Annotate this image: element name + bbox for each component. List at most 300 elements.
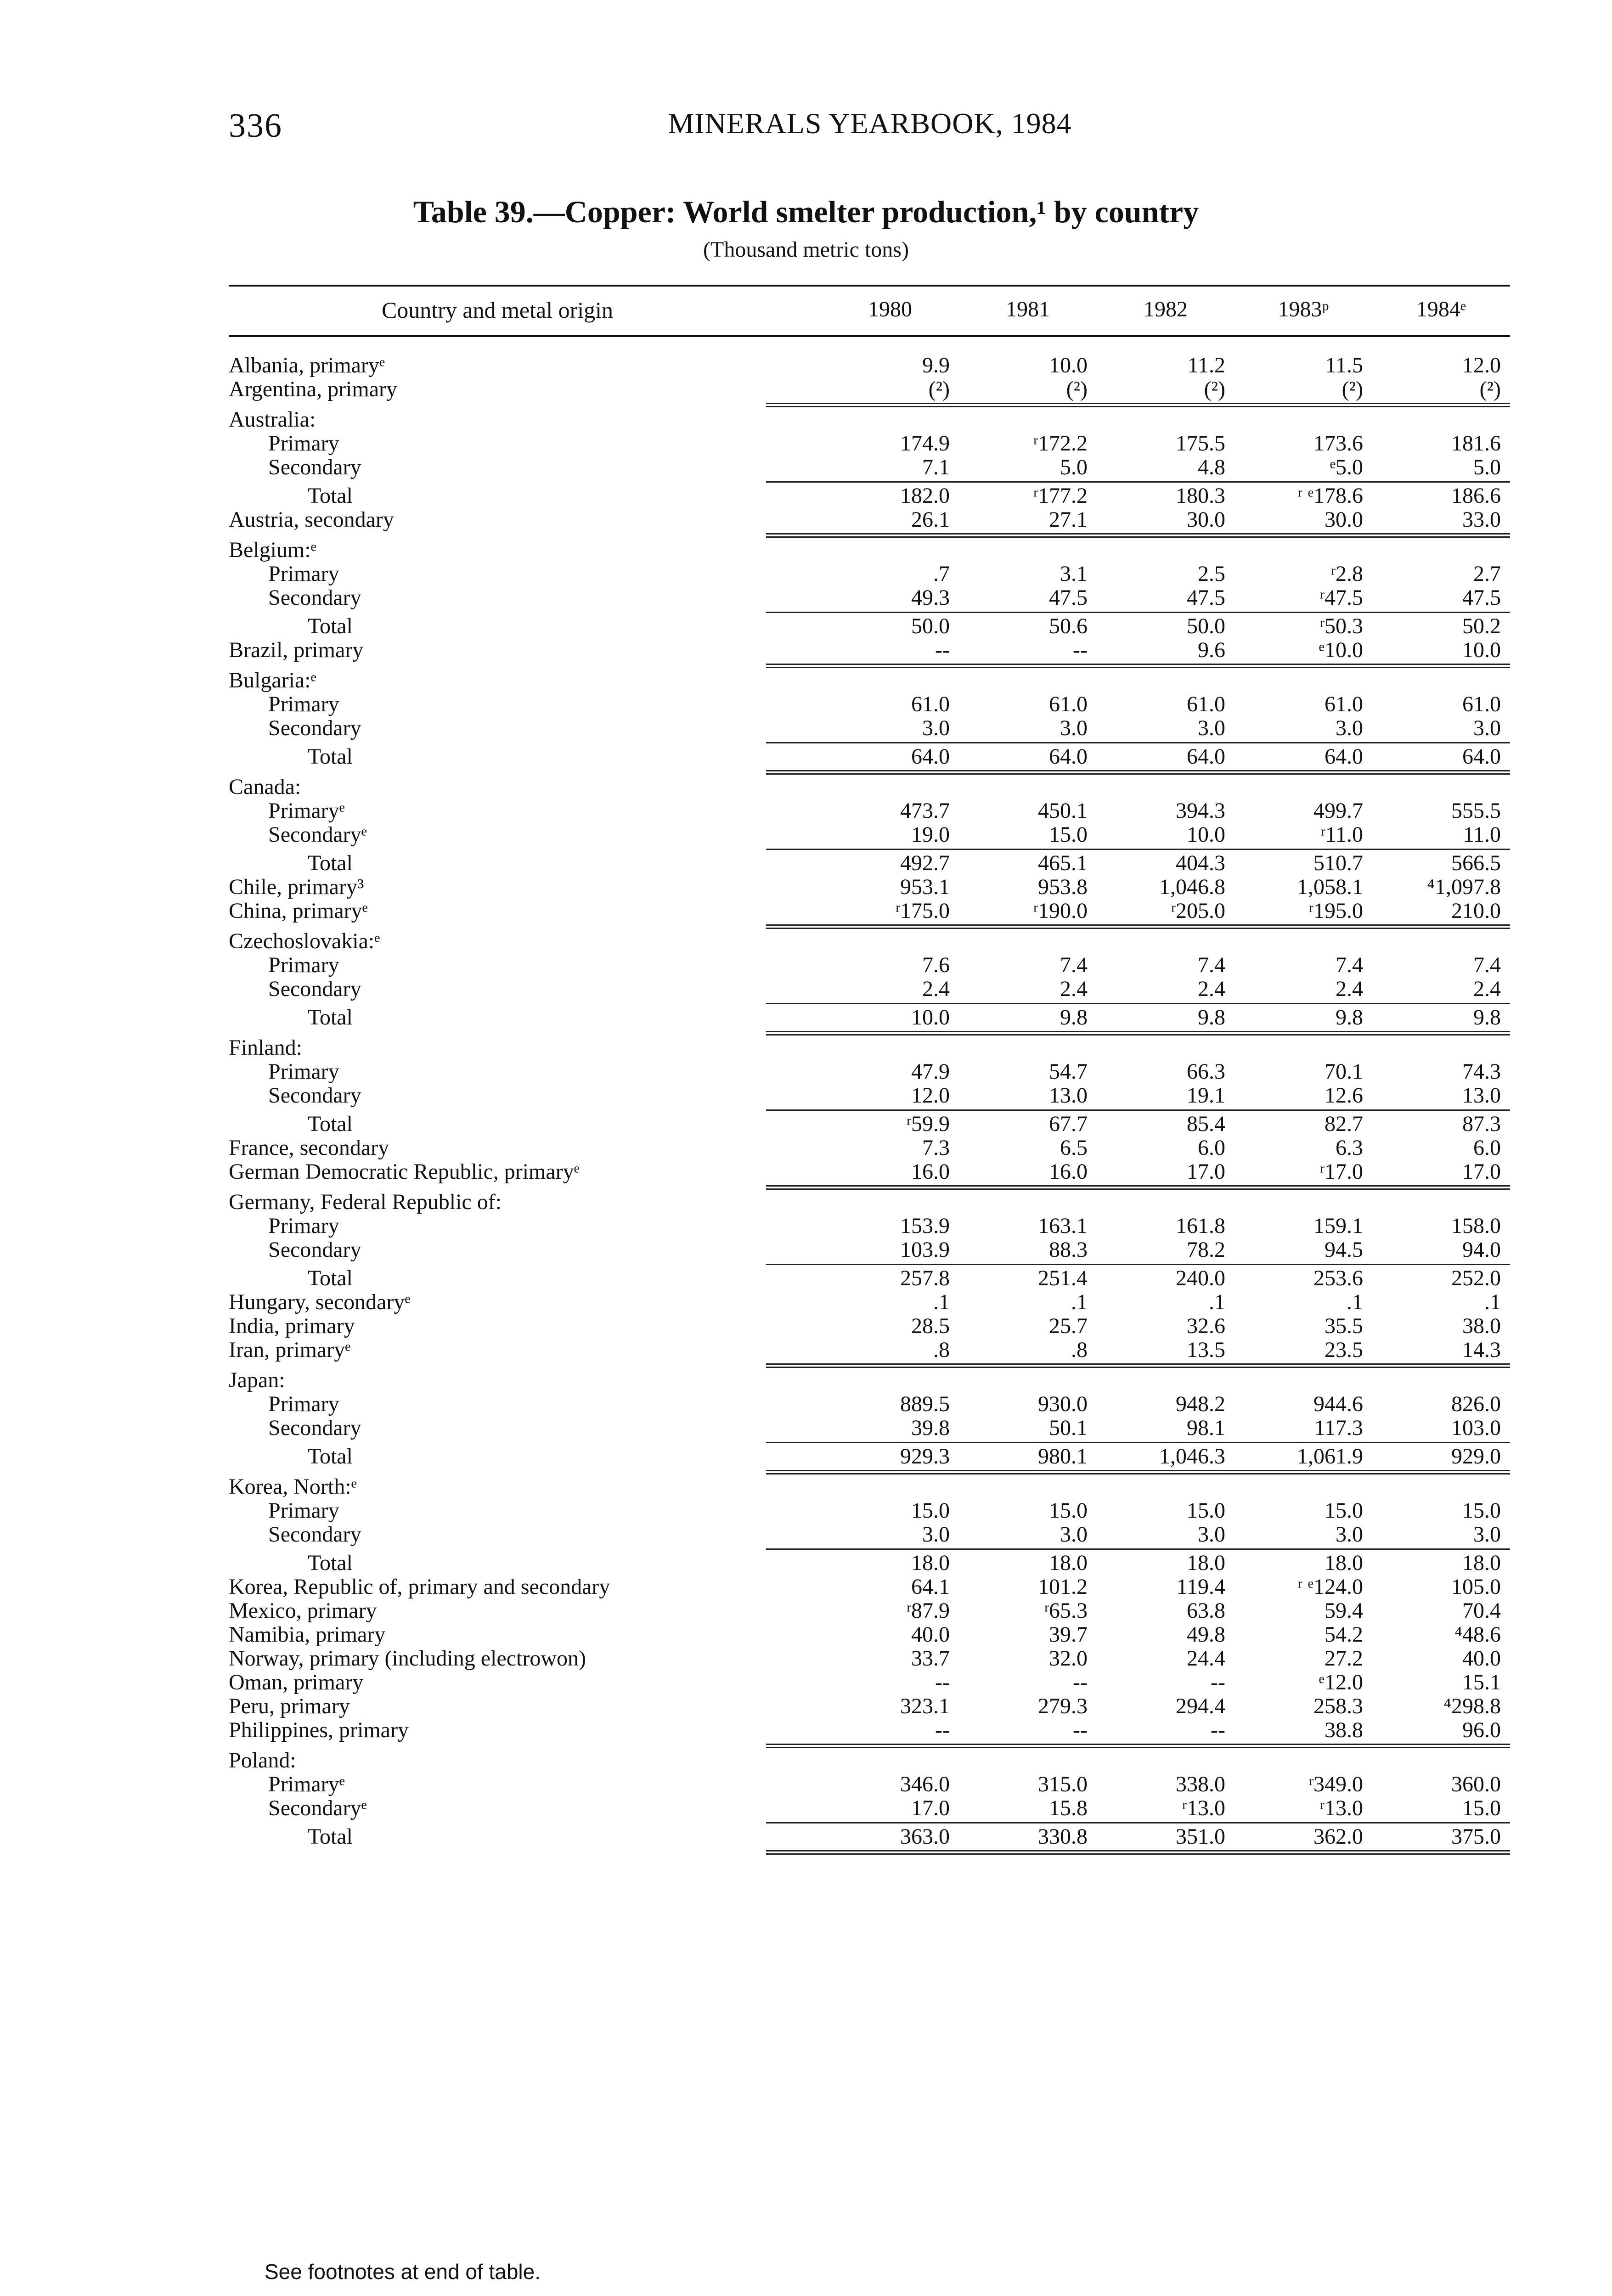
value-cell: 17.0 — [911, 1796, 950, 1820]
value-cell: 63.8 — [1187, 1598, 1225, 1623]
table-row — [229, 1647, 1510, 1671]
value-cell: 9.8 — [1060, 1005, 1088, 1030]
value-cell: 159.1 — [1313, 1214, 1363, 1238]
row-label: Secondary — [268, 1238, 361, 1262]
country-heading — [229, 1749, 1510, 1773]
row-label: Argentina, primary — [229, 377, 398, 401]
value-cell: 18.0 — [911, 1551, 950, 1575]
total-rule — [229, 610, 1510, 614]
running-head — [229, 107, 1511, 143]
value-cell: 18.0 — [1462, 1551, 1501, 1575]
value-cell: .1 — [1209, 1290, 1225, 1314]
row-label: Total — [308, 1824, 353, 1849]
table-row — [229, 1623, 1510, 1647]
value-cell: 101.2 — [1038, 1575, 1088, 1599]
row-label: Primary — [268, 953, 339, 977]
value-cell: 39.7 — [1049, 1622, 1088, 1647]
row-label: Oman, primary — [229, 1670, 364, 1694]
value-cell: 54.7 — [1049, 1059, 1088, 1084]
value-cell: 78.2 — [1187, 1238, 1225, 1262]
value-cell: 362.0 — [1313, 1824, 1363, 1849]
table-row — [229, 1445, 1510, 1469]
value-cell: 25.7 — [1049, 1314, 1088, 1338]
value-cell: 15.0 — [1187, 1498, 1225, 1523]
value-cell: 15.0 — [1325, 1498, 1363, 1523]
value-cell: 566.5 — [1451, 851, 1501, 875]
value-cell: 59.4 — [1325, 1598, 1363, 1623]
value-cell: 953.8 — [1038, 875, 1088, 899]
value-cell: 6.0 — [1473, 1136, 1501, 1160]
value-cell: 17.0 — [1462, 1159, 1501, 1184]
value-cell: 18.0 — [1325, 1551, 1363, 1575]
value-cell: 252.0 — [1451, 1266, 1501, 1290]
value-cell: 30.0 — [1325, 507, 1363, 532]
value-cell: 98.1 — [1187, 1416, 1225, 1440]
table-row — [229, 823, 1510, 847]
value-cell: 186.6 — [1451, 484, 1501, 508]
table-row — [229, 1112, 1510, 1136]
section-divider — [229, 401, 1510, 408]
value-cell: ⁴298.8 — [1443, 1694, 1501, 1718]
row-label: Iran, primaryᵉ — [229, 1338, 351, 1362]
value-cell: 103.0 — [1451, 1416, 1501, 1440]
table-row — [229, 1575, 1510, 1599]
value-cell: 10.0 — [1049, 353, 1088, 377]
value-cell: 50.1 — [1049, 1416, 1088, 1440]
row-label: China, primaryᵉ — [229, 899, 368, 923]
table-row — [229, 1214, 1510, 1238]
value-cell: 944.6 — [1313, 1392, 1363, 1416]
value-cell: ʳ65.3 — [1044, 1598, 1088, 1623]
value-cell: .1 — [1484, 1290, 1501, 1314]
value-cell: 5.0 — [1060, 455, 1088, 479]
table-row — [229, 1338, 1510, 1362]
country-heading — [229, 775, 1510, 799]
value-cell: 67.7 — [1049, 1112, 1088, 1136]
table-row — [229, 745, 1510, 769]
value-cell: 74.3 — [1462, 1059, 1501, 1084]
value-cell: 64.0 — [911, 744, 950, 769]
value-cell: 5.0 — [1473, 455, 1501, 479]
value-cell: 2.7 — [1473, 562, 1501, 586]
value-cell: 2.4 — [1198, 977, 1225, 1001]
value-cell: 9.8 — [1336, 1005, 1363, 1030]
value-cell: 16.0 — [1049, 1159, 1088, 1184]
value-cell: 18.0 — [1187, 1551, 1225, 1575]
value-cell: 7.3 — [922, 1136, 950, 1160]
row-label: Austria, secondary — [229, 507, 394, 532]
row-label: Australia: — [229, 407, 316, 432]
value-cell: 30.0 — [1187, 507, 1225, 532]
value-cell: 18.0 — [1049, 1551, 1088, 1575]
value-cell: ʳ ᵉ124.0 — [1297, 1575, 1363, 1599]
value-cell: 103.9 — [900, 1238, 950, 1262]
value-cell: 9.6 — [1198, 638, 1225, 662]
value-cell: 9.9 — [922, 353, 950, 377]
value-cell: (²) — [1066, 377, 1088, 401]
value-cell: 450.1 — [1038, 799, 1088, 823]
value-cell: 375.0 — [1451, 1824, 1501, 1849]
value-cell: 13.5 — [1187, 1338, 1225, 1362]
value-cell: 61.0 — [1049, 692, 1088, 716]
value-cell: (²) — [1341, 377, 1363, 401]
value-cell: ʳ349.0 — [1308, 1772, 1363, 1796]
value-cell: ᵉ5.0 — [1330, 455, 1363, 479]
value-cell: 404.3 — [1176, 851, 1225, 875]
value-cell: -- — [1211, 1670, 1225, 1694]
value-cell: 105.0 — [1451, 1575, 1501, 1599]
value-cell: 19.1 — [1187, 1083, 1225, 1108]
value-cell: 163.1 — [1038, 1214, 1088, 1238]
table-row — [229, 851, 1510, 875]
value-cell: .1 — [1347, 1290, 1363, 1314]
section-divider — [229, 532, 1510, 538]
section-divider — [229, 1030, 1510, 1036]
value-cell: 2.4 — [922, 977, 950, 1001]
value-cell: 27.1 — [1049, 507, 1088, 532]
value-cell: 33.0 — [1462, 507, 1501, 532]
value-cell: 2.4 — [1060, 977, 1088, 1001]
value-cell: 66.3 — [1187, 1059, 1225, 1084]
table-row — [229, 1499, 1510, 1523]
table-row — [229, 1773, 1510, 1796]
section-divider — [229, 1469, 1510, 1475]
value-cell: 240.0 — [1176, 1266, 1225, 1290]
value-cell: 7.4 — [1198, 953, 1225, 977]
total-rule — [229, 1547, 1510, 1551]
data-table — [229, 285, 1510, 1855]
value-cell: 3.0 — [1198, 1522, 1225, 1547]
value-cell: ⁴1,097.8 — [1427, 875, 1501, 899]
row-label: Namibia, primary — [229, 1622, 386, 1647]
value-cell: 257.8 — [900, 1266, 950, 1290]
value-cell: 50.6 — [1049, 614, 1088, 638]
value-cell: -- — [1211, 1718, 1225, 1742]
value-cell: 61.0 — [1462, 692, 1501, 716]
value-cell: 15.0 — [1049, 822, 1088, 847]
value-cell: 96.0 — [1462, 1718, 1501, 1742]
value-cell: 64.1 — [911, 1575, 950, 1599]
value-cell: 13.0 — [1049, 1083, 1088, 1108]
value-cell: 929.3 — [900, 1444, 950, 1469]
table-row — [229, 1416, 1510, 1440]
row-label: Chile, primary³ — [229, 875, 364, 899]
row-label: Finland: — [229, 1035, 303, 1060]
table-row — [229, 1314, 1510, 1338]
value-cell: 38.0 — [1462, 1314, 1501, 1338]
value-cell: 394.3 — [1176, 799, 1225, 823]
value-cell: 33.7 — [911, 1646, 950, 1671]
value-cell: 555.5 — [1451, 799, 1501, 823]
value-cell: 3.0 — [1198, 716, 1225, 740]
value-cell: 12.0 — [1462, 353, 1501, 377]
row-label: Albania, primaryᵉ — [229, 353, 385, 377]
value-cell: ʳ190.0 — [1033, 899, 1088, 923]
row-label: Philippines, primary — [229, 1718, 409, 1742]
table-row — [229, 1694, 1510, 1718]
row-label: Secondary — [268, 1416, 361, 1440]
value-cell: 7.6 — [922, 953, 950, 977]
value-cell: 6.5 — [1060, 1136, 1088, 1160]
section-divider — [229, 1184, 1510, 1190]
value-cell: 3.0 — [1473, 1522, 1501, 1547]
value-cell: 32.0 — [1049, 1646, 1088, 1671]
value-cell: 64.0 — [1049, 744, 1088, 769]
value-cell: 61.0 — [1325, 692, 1363, 716]
value-cell: 4.8 — [1198, 455, 1225, 479]
row-label: Poland: — [229, 1748, 296, 1773]
value-cell: 11.5 — [1325, 353, 1363, 377]
value-cell: 3.0 — [922, 1522, 950, 1547]
value-cell: 930.0 — [1038, 1392, 1088, 1416]
table-row — [229, 1392, 1510, 1416]
value-cell: 12.6 — [1325, 1083, 1363, 1108]
row-label: Korea, Republic of, primary and secondary — [229, 1575, 610, 1599]
row-label: Secondary — [268, 1083, 361, 1108]
value-cell: 360.0 — [1451, 1772, 1501, 1796]
value-cell: ʳ59.9 — [906, 1112, 950, 1136]
country-heading — [229, 929, 1510, 953]
value-cell: 2.4 — [1473, 977, 1501, 1001]
row-label: Primary — [268, 692, 339, 716]
total-rule — [229, 1108, 1510, 1112]
value-cell: .8 — [933, 1338, 950, 1362]
value-cell: 70.1 — [1325, 1059, 1363, 1084]
value-cell: -- — [935, 1670, 950, 1694]
value-cell: 1,061.9 — [1297, 1444, 1363, 1469]
value-cell: 9.8 — [1198, 1005, 1225, 1030]
row-label: Total — [308, 1266, 353, 1290]
value-cell: 323.1 — [900, 1694, 950, 1718]
value-cell: (²) — [928, 377, 950, 401]
value-cell: 19.0 — [911, 822, 950, 847]
value-cell: 27.2 — [1325, 1646, 1363, 1671]
value-cell: .1 — [1071, 1290, 1088, 1314]
row-label: Secondaryᵉ — [268, 1796, 367, 1820]
value-cell: 7.4 — [1336, 953, 1363, 977]
row-label: Total — [308, 484, 353, 508]
table-row — [229, 1084, 1510, 1108]
table-row — [229, 432, 1510, 456]
year-header: 1983ᵖ — [1278, 297, 1329, 321]
value-cell: 47.5 — [1187, 585, 1225, 610]
row-label: France, secondary — [229, 1136, 389, 1160]
value-cell: ʳ13.0 — [1182, 1796, 1225, 1820]
value-cell: ʳ177.2 — [1033, 484, 1088, 508]
row-label: Germany, Federal Republic of: — [229, 1190, 502, 1214]
table-row — [229, 1060, 1510, 1084]
table-row — [229, 614, 1510, 638]
row-label: Belgium:ᵉ — [229, 538, 316, 562]
value-cell: 2.4 — [1336, 977, 1363, 1001]
table-row — [229, 1825, 1510, 1849]
row-label: Norway, primary (including electrowon) — [229, 1646, 586, 1671]
stub-header: Country and metal origin — [381, 297, 614, 323]
value-cell: ⁴48.6 — [1454, 1622, 1501, 1647]
value-cell: 3.0 — [1473, 716, 1501, 740]
value-cell: 47.5 — [1049, 585, 1088, 610]
value-cell: 54.2 — [1325, 1622, 1363, 1647]
value-cell: 338.0 — [1176, 1772, 1225, 1796]
value-cell: 14.3 — [1462, 1338, 1501, 1362]
value-cell: 12.0 — [911, 1083, 950, 1108]
value-cell: 47.9 — [911, 1059, 950, 1084]
table-row — [229, 456, 1510, 479]
value-cell: 32.6 — [1187, 1314, 1225, 1338]
value-cell: 315.0 — [1038, 1772, 1088, 1796]
table-row — [229, 1238, 1510, 1262]
value-cell: 1,046.3 — [1159, 1444, 1225, 1469]
row-label: Total — [308, 1112, 353, 1136]
section-divider — [229, 662, 1510, 669]
value-cell: 23.5 — [1325, 1338, 1363, 1362]
row-label: Primary — [268, 562, 339, 586]
table-row — [229, 1160, 1510, 1184]
value-cell: 40.0 — [1462, 1646, 1501, 1671]
table-row — [229, 799, 1510, 823]
row-label: Primary — [268, 1498, 339, 1523]
country-heading — [229, 669, 1510, 692]
table-subtitle: (Thousand metric tons) — [703, 237, 909, 262]
row-label: Bulgaria:ᵉ — [229, 668, 316, 692]
value-cell: 64.0 — [1187, 744, 1225, 769]
table-row — [229, 1796, 1510, 1820]
value-cell: 82.7 — [1325, 1112, 1363, 1136]
value-cell: 11.2 — [1187, 353, 1225, 377]
value-cell: 119.4 — [1176, 1575, 1225, 1599]
value-cell: 50.0 — [911, 614, 950, 638]
value-cell: 15.8 — [1049, 1796, 1088, 1820]
value-cell: 24.4 — [1187, 1646, 1225, 1671]
value-cell: 10.0 — [1462, 638, 1501, 662]
section-divider — [229, 1362, 1510, 1368]
table-end-rule — [229, 1849, 1510, 1855]
row-label: Mexico, primary — [229, 1598, 377, 1623]
table-body — [229, 354, 1510, 1855]
table-row — [229, 1523, 1510, 1547]
value-cell: -- — [935, 638, 950, 662]
table-row — [229, 899, 1510, 923]
row-label: Primaryᵉ — [268, 799, 345, 823]
table-row — [229, 875, 1510, 899]
row-label: India, primary — [229, 1314, 355, 1338]
value-cell: 346.0 — [900, 1772, 950, 1796]
table-row — [229, 716, 1510, 740]
value-cell: 39.8 — [911, 1416, 950, 1440]
row-label: Secondaryᵉ — [268, 822, 367, 847]
value-cell: 929.0 — [1451, 1444, 1501, 1469]
value-cell: 10.0 — [1187, 822, 1225, 847]
value-cell: 61.0 — [911, 692, 950, 716]
value-cell: .7 — [933, 562, 950, 586]
value-cell: 15.0 — [1049, 1498, 1088, 1523]
row-label: Secondary — [268, 716, 361, 740]
value-cell: 64.0 — [1325, 744, 1363, 769]
value-cell: 7.4 — [1060, 953, 1088, 977]
value-cell: -- — [935, 1718, 950, 1742]
value-cell: 15.0 — [911, 1498, 950, 1523]
value-cell: 3.0 — [1060, 716, 1088, 740]
page-number: 336 — [229, 107, 282, 145]
value-cell: 13.0 — [1462, 1083, 1501, 1108]
row-label: Secondary — [268, 585, 361, 610]
value-cell: 294.4 — [1176, 1694, 1225, 1718]
value-cell: 26.1 — [911, 507, 950, 532]
value-cell: ʳ50.3 — [1319, 614, 1363, 638]
value-cell: 64.0 — [1462, 744, 1501, 769]
year-header: 1980 — [868, 297, 912, 321]
table-row — [229, 638, 1510, 662]
value-cell: 6.0 — [1198, 1136, 1225, 1160]
value-cell: 49.3 — [911, 585, 950, 610]
row-label: Total — [308, 744, 353, 769]
table-row — [229, 1290, 1510, 1314]
value-cell: 3.0 — [1336, 716, 1363, 740]
table-row — [229, 508, 1510, 532]
table-title: Table 39.—Copper: World smelter production,¹ by country — [413, 194, 1199, 229]
row-label: Hungary, secondaryᵉ — [229, 1290, 411, 1314]
value-cell: ʳ47.5 — [1319, 585, 1363, 610]
value-cell: 158.0 — [1451, 1214, 1501, 1238]
value-cell: ʳ87.9 — [906, 1598, 950, 1623]
value-cell: 38.8 — [1325, 1718, 1363, 1742]
value-cell: 3.0 — [1060, 1522, 1088, 1547]
section-divider — [229, 1742, 1510, 1749]
value-cell: 279.3 — [1038, 1694, 1088, 1718]
value-cell: 70.4 — [1462, 1598, 1501, 1623]
value-cell: 3.0 — [922, 716, 950, 740]
value-cell: 11.0 — [1463, 822, 1501, 847]
table-row — [229, 1599, 1510, 1623]
value-cell: 40.0 — [911, 1622, 950, 1647]
value-cell: 258.3 — [1313, 1694, 1363, 1718]
value-cell: 61.0 — [1187, 692, 1225, 716]
value-cell: ʳ13.0 — [1319, 1796, 1363, 1820]
value-cell: ʳ ᵉ178.6 — [1297, 484, 1363, 508]
value-cell: 87.3 — [1462, 1112, 1501, 1136]
row-label: Total — [308, 1444, 353, 1469]
row-label: Canada: — [229, 775, 301, 799]
row-label: Primary — [268, 1214, 339, 1238]
row-label: Peru, primary — [229, 1694, 350, 1718]
country-heading — [229, 1190, 1510, 1214]
value-cell: 85.4 — [1187, 1112, 1225, 1136]
row-label: Brazil, primary — [229, 638, 364, 662]
value-cell: 363.0 — [900, 1824, 950, 1849]
row-label: Primary — [268, 431, 339, 456]
value-cell: .1 — [933, 1290, 950, 1314]
value-cell: 35.5 — [1325, 1314, 1363, 1338]
value-cell: ʳ195.0 — [1308, 899, 1363, 923]
value-cell: 473.7 — [900, 799, 950, 823]
value-cell: 6.3 — [1336, 1136, 1363, 1160]
row-label: Secondary — [268, 977, 361, 1001]
value-cell: ʳ205.0 — [1171, 899, 1225, 923]
value-cell: -- — [1073, 1718, 1088, 1742]
value-cell: 251.4 — [1038, 1266, 1088, 1290]
row-label: Korea, North:ᵉ — [229, 1474, 357, 1499]
table-row — [229, 1266, 1510, 1290]
value-cell: ᵉ12.0 — [1319, 1670, 1363, 1694]
row-label: Total — [308, 614, 353, 638]
year-header: 1982 — [1144, 297, 1188, 321]
value-cell: 1,046.8 — [1159, 875, 1225, 899]
row-label: German Democratic Republic, primaryᵉ — [229, 1159, 580, 1184]
value-cell: 49.8 — [1187, 1622, 1225, 1647]
value-cell: 953.1 — [900, 875, 950, 899]
value-cell: 15.0 — [1462, 1498, 1501, 1523]
value-cell: 17.0 — [1187, 1159, 1225, 1184]
